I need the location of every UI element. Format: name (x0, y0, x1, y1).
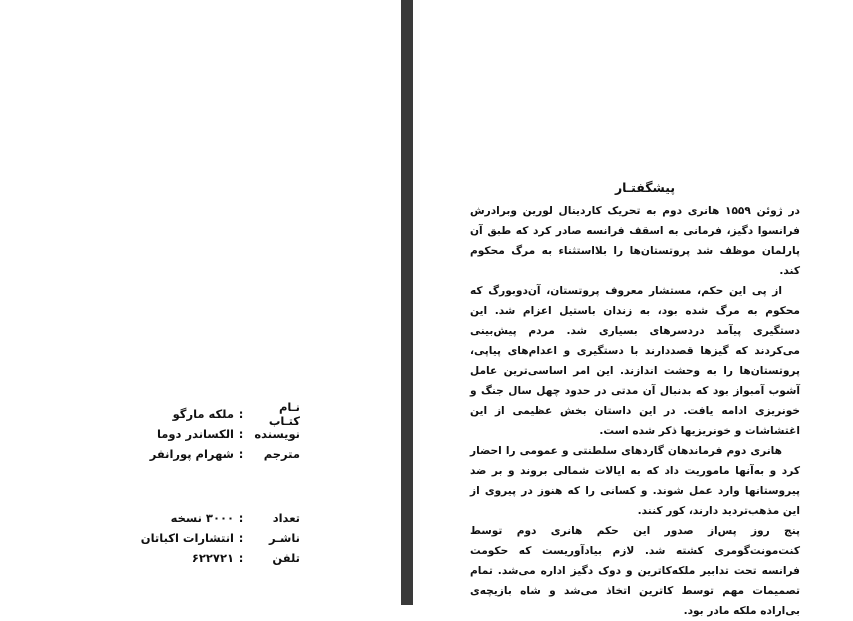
foreword-paragraph: پنج روز پس‌از صدور این حکم هانری دوم توسط کنت‌مونت‌گومری کشته شد. لازم بیادآوریست که حکومت فرانسه تحت تدابیر ملکه‌کاترین و دوک دگیز اداره می‌شد. تمام تصمیمات مهم توسط کاترین اتخاذ می‌شد و شاه بازیچه‌ی بی‌اراده ملکه مادر بود. (470, 525, 800, 617)
info-label-phone: تلفن (272, 551, 300, 565)
book-info (120, 400, 300, 568)
info-value-title: ملکه مارگو (172, 407, 234, 421)
foreword-heading: پیشگفتـار (614, 180, 676, 195)
info-spacer (120, 464, 300, 508)
info-value-publisher: انتشارات اکباتان (140, 531, 234, 545)
info-colon: : (238, 511, 244, 525)
info-colon: : (238, 407, 244, 421)
info-label-translator: مترجم (263, 447, 300, 461)
info-value-copies: ۳۰۰۰ نسخه (170, 511, 234, 525)
info-row-translator (120, 444, 300, 464)
info-row-author (120, 424, 300, 444)
info-row-copies (120, 508, 300, 528)
info-label-title: نـام کتـاب (268, 400, 300, 428)
foreword-page (470, 180, 800, 621)
foreword-paragraph: در ژوئن ۱۵۵۹ هانری دوم به تحریک کاردینال لورین وبرادرش فرانسوا دگیز، فرمانی به اسقف فرانسه صادر کرد که طبق آن پارلمان موظف شد پروتستان‌ها را بلااستثناء به مرگ محکوم کند. (470, 205, 800, 277)
info-row-phone (120, 548, 300, 568)
info-value-phone: ۶۲۲۷۲۱ (191, 551, 234, 565)
info-colon: : (238, 551, 244, 565)
info-label-publisher: ناشـر (268, 531, 300, 545)
info-row-title (120, 400, 300, 428)
page-gutter (401, 0, 413, 605)
info-label-copies: تعداد (272, 511, 300, 525)
info-value-author: الکساندر دوما (156, 427, 234, 441)
info-value-translator: شهرام پورانفر (149, 447, 234, 461)
info-colon: : (238, 447, 244, 461)
info-row-publisher (120, 528, 300, 548)
foreword-paragraph: از پی این حکم، مستشار معروف پروتستان، آن‌دوبورگ که محکوم به مرگ شده بود، به زندان باستیل اعزام شد. این دستگیری پیآمد دردسرهای بسیاری شد. مردم پیش‌بینی می‌کردند که گیزها قصددارند با دستگیری و اعدام‌های پیاپی، پروتستان‌ها را به وحشت اندازند. این امر اساسی‌ترین عامل آشوب آمبواز بود که بدنبال آن مدتی در حدود چهل سال جنگ و خونریزی ادامه یافت. در این داستان بخش عظیمی از این اغتشاشات و خونریزیها ذکر شده است. (470, 285, 800, 437)
info-colon: : (238, 531, 244, 545)
info-colon: : (238, 427, 244, 441)
info-label-author: نویسنده (254, 427, 300, 441)
foreword-paragraph: هانری دوم فرماندهان گاردهای سلطنتی و عمومی را احضار کرد و به‌آنها ماموریت داد که به ایالات شمالی بروند و بر ضد پیروستانها وارد عمل شوند. و کسانی را که هنوز در پیروی از این مذهب‌تردید دارند، کور کنند. (470, 445, 800, 517)
